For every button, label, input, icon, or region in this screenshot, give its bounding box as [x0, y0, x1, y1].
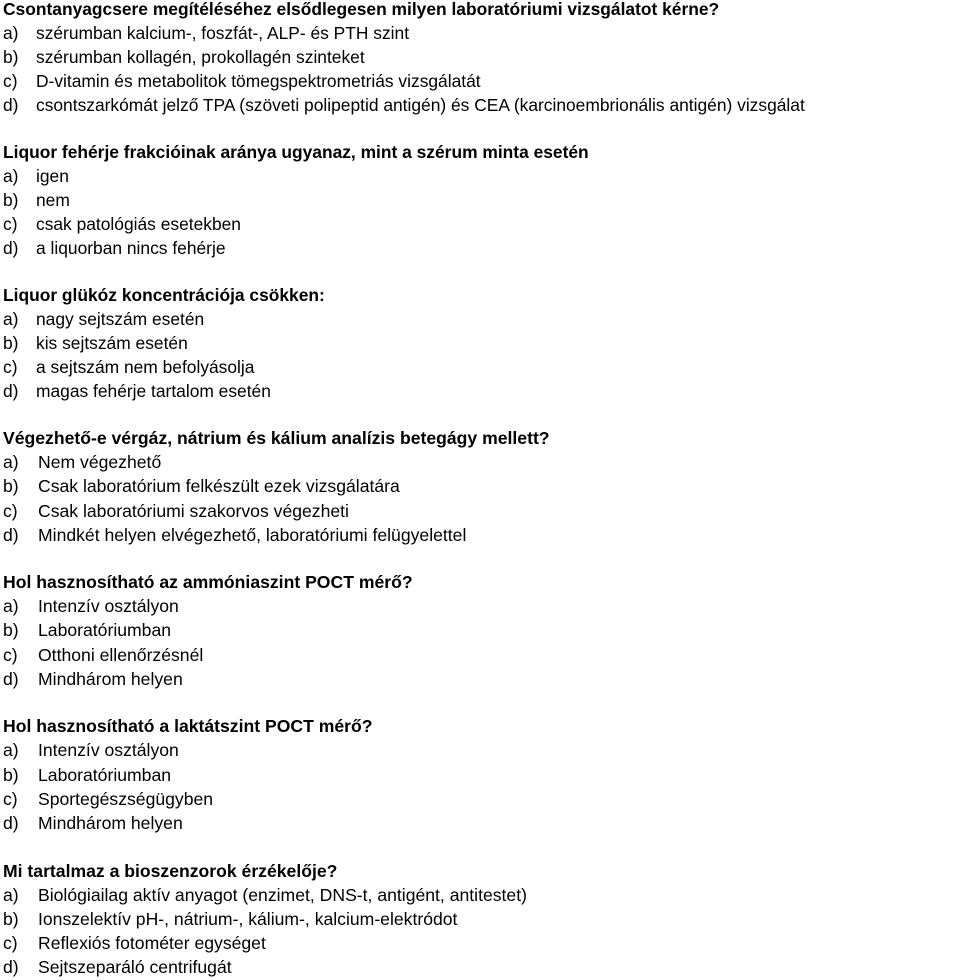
- answer-option: [3, 474, 958, 498]
- option-text: Nem végezhető: [38, 452, 162, 472]
- question-3: [3, 283, 958, 403]
- option-text: Csak laboratóriumi szakorvos végezheti: [38, 500, 349, 521]
- option-letter: a): [3, 452, 19, 472]
- option-text: Laboratóriumban: [38, 620, 172, 641]
- option-text: csak patológiás esetekben: [36, 214, 241, 234]
- answer-option: [3, 931, 958, 955]
- option-text: Mindhárom helyen: [38, 669, 183, 690]
- option-text: szérumban kollagén, prokollagén szinteket: [36, 47, 365, 67]
- question-7: [3, 859, 958, 980]
- option-letter: c): [3, 933, 18, 954]
- option-letter: c): [3, 357, 18, 377]
- answer-option: [3, 811, 958, 835]
- option-text: Mindhárom helyen: [38, 813, 183, 834]
- answer-option: [3, 188, 958, 212]
- answer-option: [3, 738, 958, 762]
- option-letter: d): [3, 95, 19, 115]
- answer-option: [3, 331, 958, 355]
- spacer: [3, 117, 958, 140]
- option-letter: d): [3, 813, 19, 834]
- question-6: [3, 714, 958, 835]
- question-4: [3, 426, 958, 547]
- answer-option: [3, 667, 958, 691]
- option-letter: a): [3, 740, 19, 761]
- answer-option: [3, 21, 958, 45]
- option-letter: c): [3, 500, 18, 521]
- option-text: Intenzív osztályon: [38, 740, 179, 761]
- answer-option: [3, 883, 958, 907]
- option-text: Otthoni ellenőrzésnél: [38, 644, 204, 665]
- answer-option: [3, 379, 958, 403]
- answer-option: [3, 93, 958, 117]
- question-title: Végezhető-e vérgáz, nátrium és kálium analízis betegágy mellett?: [3, 428, 550, 448]
- option-letter: c): [3, 71, 18, 91]
- option-letter: a): [3, 166, 19, 186]
- question-title: Liquor fehérje frakcióinak aránya ugyanaz, mint a szérum minta esetén: [3, 142, 589, 162]
- quiz-document: [3, 0, 958, 980]
- question-title: Liquor glükóz koncentrációja csökken:: [3, 285, 325, 305]
- option-letter: d): [3, 957, 19, 978]
- answer-option: [3, 907, 958, 931]
- option-text: a sejtszám nem befolyásolja: [36, 357, 255, 377]
- answer-option: [3, 45, 958, 69]
- option-text: magas fehérje tartalom esetén: [36, 381, 271, 401]
- option-text: Sejtszeparáló centrifugát: [38, 957, 232, 978]
- option-letter: b): [3, 190, 19, 210]
- answer-option: [3, 643, 958, 667]
- spacer: [3, 403, 958, 426]
- answer-option: [3, 212, 958, 236]
- question-title: Mi tartalmaz a bioszenzorok érzékelője?: [3, 860, 338, 881]
- option-text: Ionszelektív pH-, nátrium-, kálium-, kalcium-elektródot: [38, 908, 458, 929]
- question-title: Hol hasznosítható a laktátszint POCT mérő?: [3, 716, 373, 737]
- option-text: kis sejtszám esetén: [36, 333, 188, 353]
- option-text: Biológiailag aktív anyagot (enzimet, DNS-t, antigént, antitestet): [38, 884, 527, 905]
- answer-option: [3, 787, 958, 811]
- answer-option: [3, 594, 958, 618]
- option-text: csontszarkómát jelző TPA (szöveti polipeptid antigén) és CEA (karcinoembrionális antigén) vizsgálat: [36, 95, 805, 115]
- option-letter: b): [3, 333, 19, 353]
- answer-option: [3, 69, 958, 93]
- answer-option: [3, 618, 958, 642]
- option-text: Mindkét helyen elvégezhető, laboratóriumi felügyelettel: [38, 524, 467, 545]
- option-text: D-vitamin és metabolitok tömegspektrometriás vizsgálatát: [36, 71, 481, 91]
- option-text: igen: [36, 166, 69, 186]
- option-letter: b): [3, 620, 19, 641]
- option-letter: d): [3, 524, 19, 545]
- question-2: [3, 140, 958, 260]
- question-title: Csontanyagcsere megítéléséhez elsődlegesen milyen laboratóriumi vizsgálatot kérne?: [3, 0, 720, 19]
- option-letter: a): [3, 884, 19, 905]
- option-letter: d): [3, 381, 19, 401]
- answer-option: [3, 523, 958, 547]
- option-text: nagy sejtszám esetén: [36, 309, 205, 329]
- spacer: [3, 836, 958, 859]
- option-letter: d): [3, 238, 19, 258]
- option-text: nem: [36, 190, 70, 210]
- option-letter: b): [3, 764, 19, 785]
- option-text: szérumban kalcium-, foszfát-, ALP- és PTH szint: [36, 23, 410, 43]
- option-letter: a): [3, 23, 19, 43]
- option-letter: c): [3, 644, 18, 665]
- spacer: [3, 260, 958, 283]
- option-text: Sportegészségügyben: [38, 788, 214, 809]
- option-text: Laboratóriumban: [38, 764, 172, 785]
- spacer: [3, 691, 958, 714]
- answer-option: [3, 355, 958, 379]
- answer-option: [3, 236, 958, 260]
- option-letter: b): [3, 908, 19, 929]
- question-title: Hol hasznosítható az ammóniaszint POCT mérő?: [3, 572, 413, 593]
- answer-option: [3, 450, 958, 474]
- option-text: a liquorban nincs fehérje: [36, 238, 226, 258]
- answer-option: [3, 955, 958, 979]
- option-letter: c): [3, 788, 18, 809]
- question-1: [3, 0, 958, 117]
- option-text: Reflexiós fotométer egységet: [38, 933, 266, 954]
- answer-option: [3, 763, 958, 787]
- option-letter: a): [3, 596, 19, 617]
- option-text: Csak laboratórium felkészült ezek vizsgálatára: [38, 476, 400, 497]
- option-letter: b): [3, 47, 19, 67]
- question-5: [3, 570, 958, 691]
- answer-option: [3, 307, 958, 331]
- option-letter: a): [3, 309, 19, 329]
- option-text: Intenzív osztályon: [38, 596, 179, 617]
- answer-option: [3, 499, 958, 523]
- option-letter: c): [3, 214, 18, 234]
- answer-option: [3, 164, 958, 188]
- option-letter: b): [3, 476, 19, 497]
- spacer: [3, 547, 958, 570]
- option-letter: d): [3, 669, 19, 690]
